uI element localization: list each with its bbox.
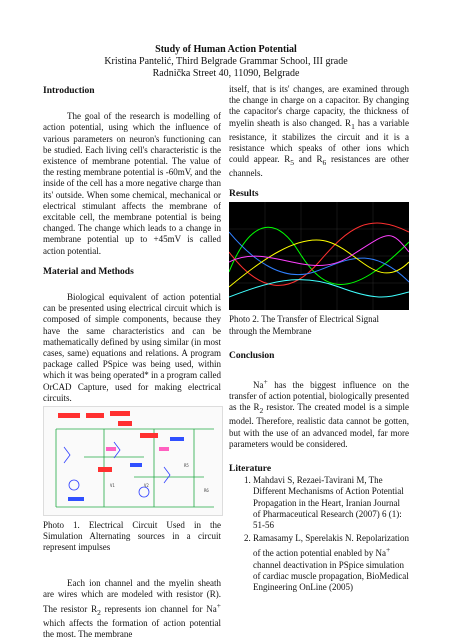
signal-plot (229, 202, 409, 310)
paper-header (0, 44, 452, 80)
methods-paragraph-2 (43, 578, 221, 641)
right-column (229, 84, 409, 595)
conclusion-heading: Conclusion (229, 350, 275, 361)
circuit-figure (43, 406, 223, 516)
subscript: 6 (322, 157, 327, 167)
literature-heading: Literature (229, 464, 272, 475)
methods-continuation (229, 84, 409, 179)
text-run: which affects the formation of action potential the most. The membrane (43, 618, 221, 640)
text-run: Each ion channel and the myelin sheath are wires which are modeled with resistor (R). The resistor R (43, 577, 221, 615)
results-heading: Results (229, 189, 259, 200)
plot-trace-yellow (229, 240, 409, 287)
literature-list (229, 475, 409, 593)
superscript: + (263, 377, 268, 387)
text-run: Na (253, 380, 264, 391)
text-run: Ramasamy L, Sperelakis N. Repolarization of the action potential enabled by Na (253, 533, 409, 559)
svg-text:V1: V1 (110, 483, 115, 489)
introduction-text: The goal of the research is modelling of action potential, using which the influence of various parameters on neuron's functioning can be studied. Each living cell's characteristic is the existence of membrane potential. The value of the resting membrane potential is -60mV, and the inside of the cell has a more negative charge than its' outside. When some chemical, mechanical or electrical stimulant affects the membrane of excitable cell, the membrane potential is being changed. The change which leads to a change in membrane potential up to +45mV is called action potential. (43, 111, 221, 256)
svg-text:R5: R5 (184, 463, 189, 469)
text-run: has the biggest influence on the transfer of action potential, biologically presented as the R (229, 380, 409, 413)
photo2-caption: Photo 2. The Transfer of Electrical Signal through the Membrane (229, 314, 380, 336)
photo1-caption: Photo 1. Electrical Circuit Used in the Simulation Alternating sources in a circuit represent impulses (43, 520, 221, 553)
text-run: represents ion channel for Na (100, 604, 217, 615)
paper-address: Radnička Street 40, 11090, Belgrade (152, 68, 300, 79)
svg-text:R6: R6 (204, 488, 209, 494)
text-run: has a variable resistance, it stabilizes the circuit and it is a resistance which speaks of other ions which could appear. R (229, 117, 409, 165)
conclusion-text (229, 376, 409, 450)
plot-trace-blue (229, 232, 409, 282)
literature-item (253, 533, 409, 593)
subscript: 5 (290, 157, 294, 167)
paper-authors: Kristina Pantelić, Third Belgrade Grammar School, III grade (104, 56, 348, 67)
subscript: 2 (97, 607, 101, 617)
plot-trace-cyan (229, 280, 409, 297)
text-run: and R (294, 154, 323, 165)
superscript: + (385, 545, 391, 555)
methods-text: Biological equivalent of action potential can be presented using electrical circuit which is composed of simple components, because they have the same characteristics and can be mathematically defined by using similar (in most cases, same) equations and relations. A program package called PSpice was being used, within which it was being operated* in a program called OrCAD Capture, used for making electrical circuits. (43, 292, 221, 403)
superscript: + (216, 601, 221, 611)
subscript: 2 (259, 406, 264, 416)
text-run: itself, that is its' changes, are examined through the change in charge on a capacitor. By changing the capacitor's charge capacity, the thickness of myelin sheath is also changed. R (229, 84, 409, 128)
left-column (43, 86, 221, 641)
literature-item: 1. Mahdavi S, Rezaei-Tavirani M, The Different Mechanisms of Action Potential Propagation in the Heart, Iranian Journal of Pharmaceutical Research (2007) 6 (1): 51-56 (253, 475, 409, 531)
svg-text:V2: V2 (144, 483, 149, 489)
text-run: resistances are other channels. (229, 154, 409, 179)
methods-heading: Material and Methods (43, 266, 134, 277)
circuit-drawing (44, 407, 222, 515)
paper-title: Study of Human Action Potential (155, 44, 297, 55)
text-run: channel deactivation in PSpice simulation of cardiac muscle propagation, BioMedical Engineering OnLine (2005) (253, 559, 409, 593)
subscript: 1 (351, 121, 355, 131)
text-run: resistor. The created model is a simple model. Therefore, realistic data cannot be gotten, but with the use of an advanced model, far more parameters would be considered. (229, 402, 410, 449)
introduction-heading: Introduction (43, 86, 95, 96)
